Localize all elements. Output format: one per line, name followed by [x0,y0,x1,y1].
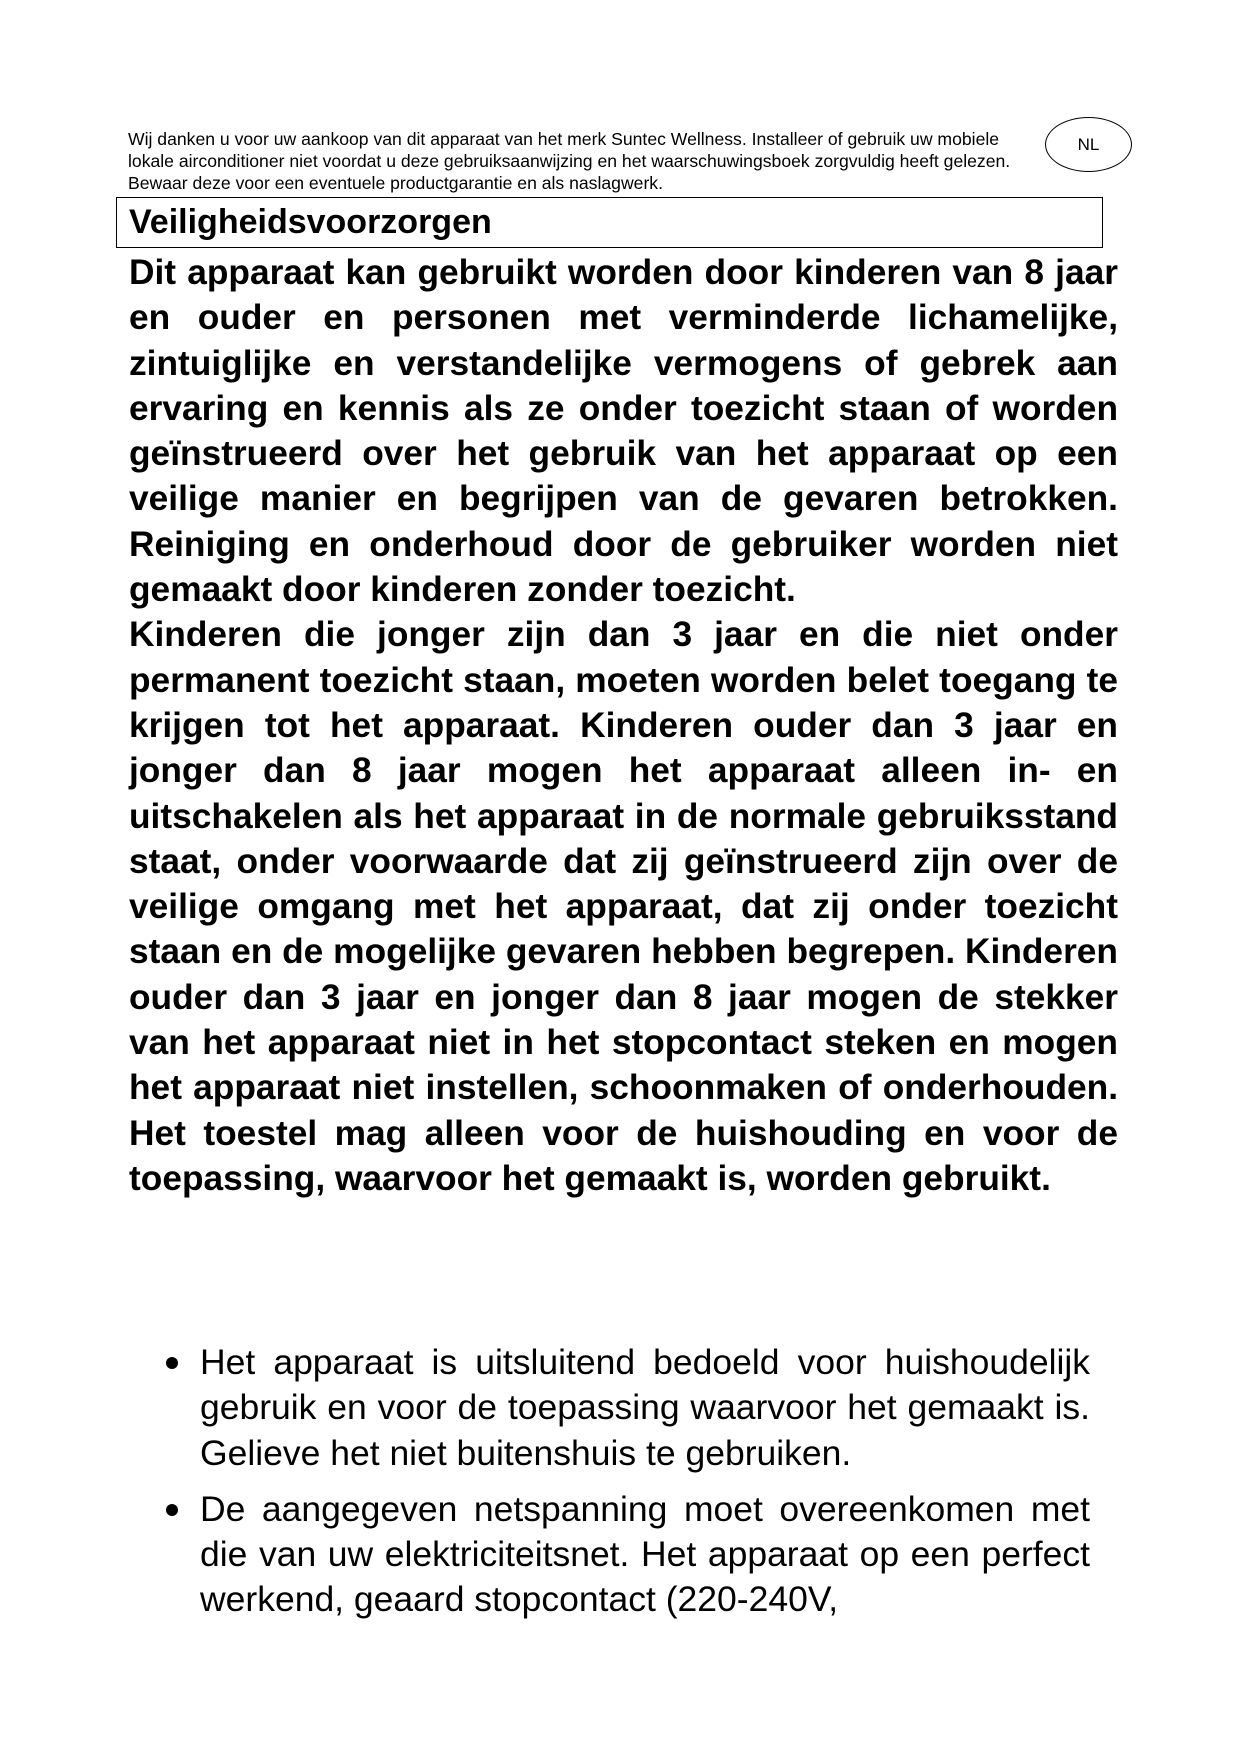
language-badge [1045,117,1132,172]
section-title: Veiligheidsvoorzorgen [116,197,1103,248]
list-item [160,1487,1090,1623]
warning-paragraph-2: Kinderen die jonger zijn dan 3 jaar en die niet onder permanent toezicht staan, moeten worden belet toegang te krijgen tot het apparaat. Kinderen ouder dan 3 jaar en jonger dan 8 jaar mogen het apparaat alleen in- en uitschakelen als het apparaat in de normale gebruiksstand staat, onder voorwaarde dat zij geïnstrueerd zijn over de veilige omgang met het apparaat, dat zij onder toezicht staan en de mogelijke gevaren hebben begrepen. Kinderen ouder dan 3 jaar en jonger dan 8 jaar mogen de stekker van het apparaat niet in het stopcontact steken en mogen het apparaat niet instellen, schoonmaken of onderhouden. Het toestel mag alleen voor de huishouding en voor de toepassing, waarvoor het gemaakt is, worden gebruikt. [129,615,1118,1198]
bullet-text: Het apparaat is uitsluitend bedoeld voor huishoudelijk gebruik en voor de toepassing waarvoor het gemaakt is. Gelieve het niet buitenshuis te gebruiken. [200,1342,1090,1473]
safety-bullet-list [160,1340,1090,1634]
warning-paragraph-1: Dit apparaat kan gebruikt worden door kinderen van 8 jaar en ouder en personen met verminderde lichamelijke, zintuiglijke en verstandelijke vermogens of gebrek aan ervaring en kennis als ze onder toezicht staan of worden geïnstrueerd over het gebruik van het apparaat op een veilige manier en begrijpen van de gevaren betrokken. Reiniging en onderhoud door de gebruiker worden niet gemaakt door kinderen zonder toezicht. [129,253,1118,610]
safety-warning [129,250,1118,1201]
list-item [160,1340,1090,1476]
intro-text: Wij danken u voor uw aankoop van dit apparaat van het merk Suntec Wellness. Installeer of gebruik uw mobiele lokale airconditioner niet voordat u deze gebruiksaanwijzing en het waarschuwingsboek zorgvuldig heeft gelezen. Bewaar deze voor een eventuele productgarantie en als naslagwerk. [128,129,1011,193]
bullet-icon [166,1357,178,1369]
bullet-icon [166,1504,178,1516]
bullet-text: De aangegeven netspanning moet overeenkomen met die van uw elektriciteitsnet. Het apparaat op een perfect werkend, geaard stopcontact (220-240V, [200,1488,1090,1620]
language-badge-label: NL [1077,134,1100,154]
